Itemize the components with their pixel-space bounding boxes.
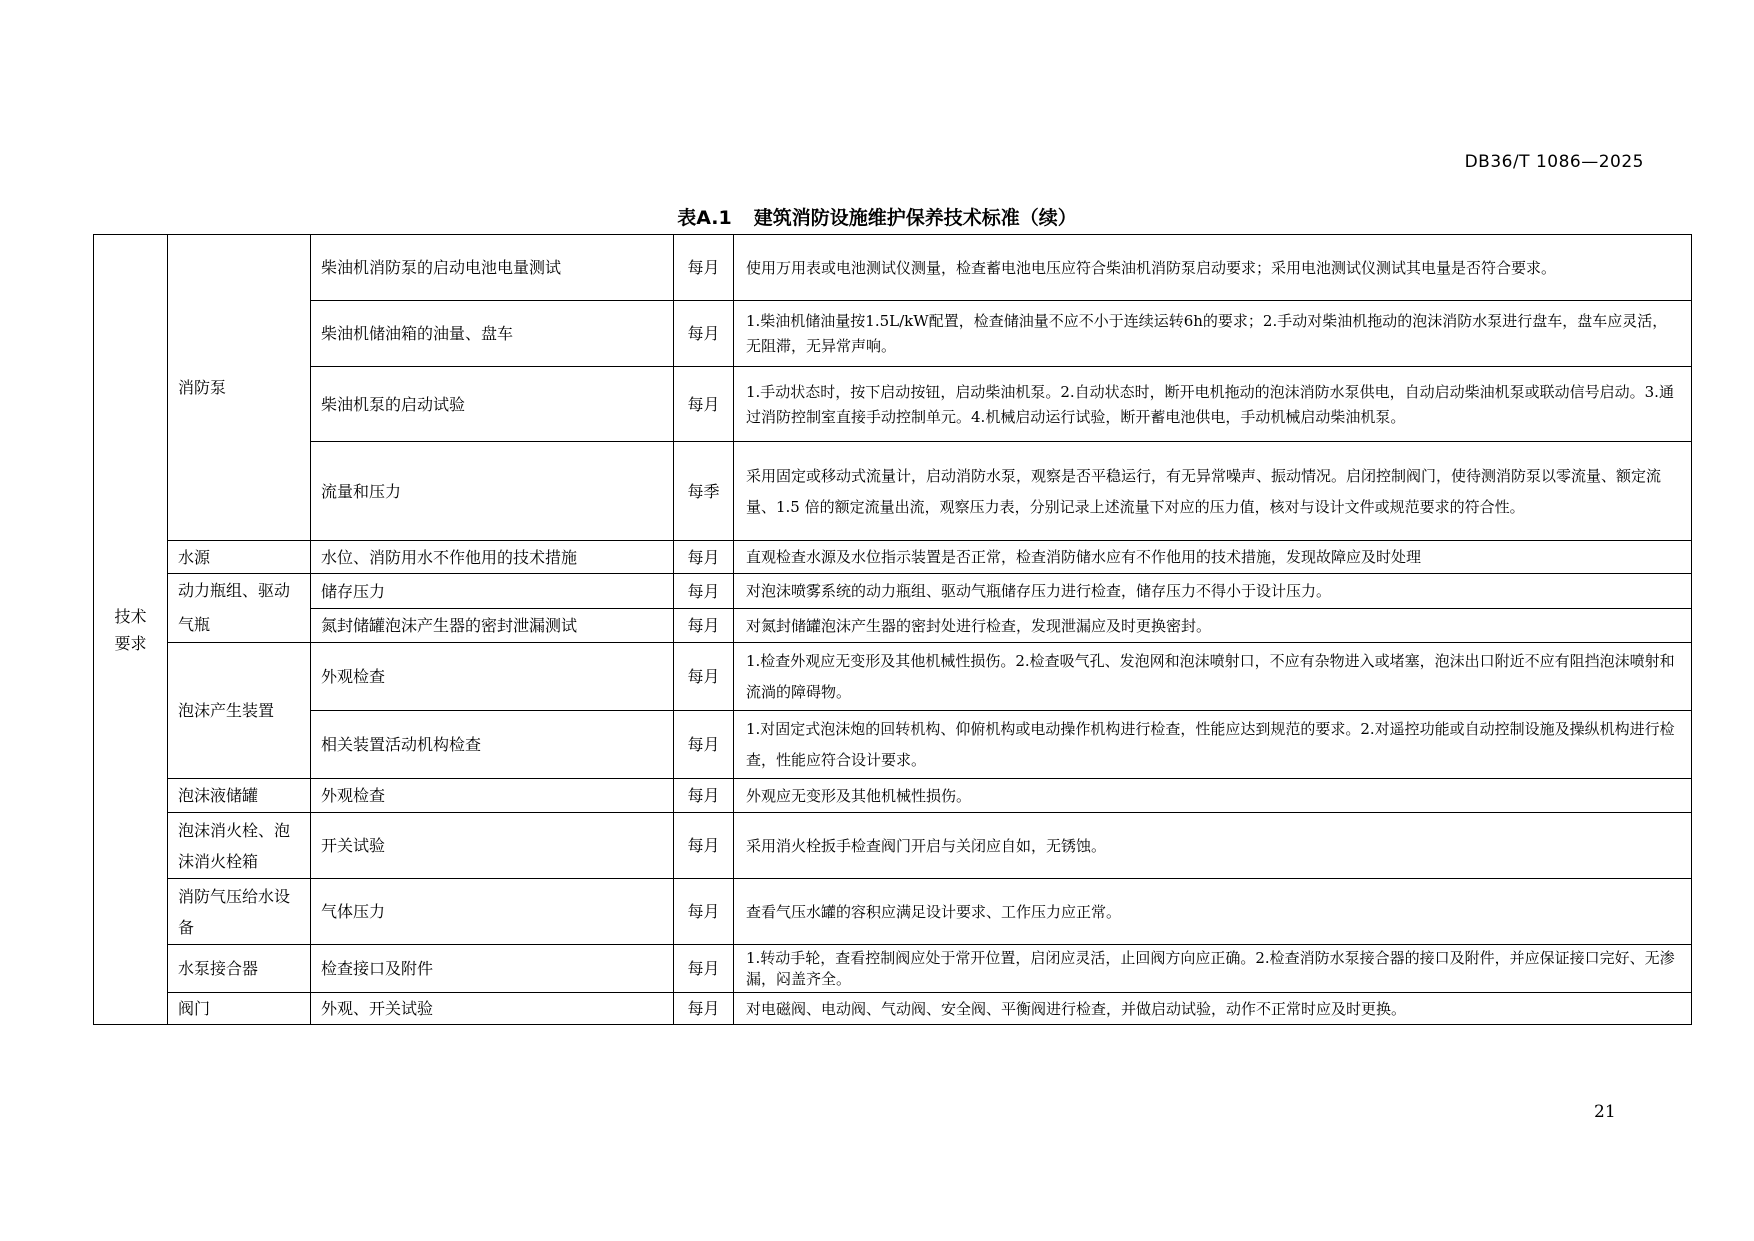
item-cell: 柴油机消防泵的启动电池电量测试 <box>311 235 674 301</box>
item-cell: 相关装置活动机构检查 <box>311 711 674 779</box>
item-cell: 外观、开关试验 <box>311 993 674 1025</box>
group-cell: 泡沫产生装置 <box>168 643 311 779</box>
item-cell: 柴油机泵的启动试验 <box>311 367 674 442</box>
table-row <box>94 779 1692 813</box>
table-row <box>94 235 1692 301</box>
group-cell: 水源 <box>168 541 311 574</box>
item-cell: 水位、消防用水不作他用的技术措施 <box>311 541 674 574</box>
frequency-cell: 每月 <box>674 879 734 945</box>
table-row <box>94 879 1692 945</box>
table-row <box>94 367 1692 442</box>
page-number: 21 <box>1594 1102 1616 1122</box>
table-row <box>94 301 1692 367</box>
description-cell: 1.柴油机储油量按1.5L/kW配置，检查储油量不应不小于连续运转6h的要求；2.手动对柴油机拖动的泡沫消防水泵进行盘车，盘车应灵活，无阻滞，无异常声响。 <box>734 301 1692 367</box>
frequency-cell: 每月 <box>674 574 734 609</box>
item-cell: 气体压力 <box>311 879 674 945</box>
description-cell: 1.对固定式泡沫炮的回转机构、仰俯机构或电动操作机构进行检查，性能应达到规范的要求。2.对遥控功能或自动控制设施及操纵机构进行检查，性能应符合设计要求。 <box>734 711 1692 779</box>
document-code: DB36/T 1086—2025 <box>1464 152 1644 172</box>
description-cell: 采用固定或移动式流量计，启动消防水泵，观察是否平稳运行，有无异常噪声、振动情况。启闭控制阀门，使待测消防泵以零流量、额定流量、1.5 倍的额定流量出流，观察压力表，分别记录上述流量下对应的压力值，核对与设计文件或规范要求的符合性。 <box>734 442 1692 541</box>
group-cell: 阀门 <box>168 993 311 1025</box>
description-cell: 对氮封储罐泡沫产生器的密封处进行检查，发现泄漏应及时更换密封。 <box>734 609 1692 643</box>
frequency-cell: 每月 <box>674 301 734 367</box>
table-row <box>94 574 1692 609</box>
category-cell: 技术要求 <box>94 235 168 1025</box>
group-cell: 泡沫消火栓、泡沫消火栓箱 <box>168 813 311 879</box>
frequency-cell: 每月 <box>674 367 734 442</box>
description-cell: 查看气压水罐的容积应满足设计要求、工作压力应正常。 <box>734 879 1692 945</box>
item-cell: 储存压力 <box>311 574 674 609</box>
group-cell: 水泵接合器 <box>168 945 311 993</box>
table-row <box>94 541 1692 574</box>
item-cell: 氮封储罐泡沫产生器的密封泄漏测试 <box>311 609 674 643</box>
frequency-cell: 每月 <box>674 813 734 879</box>
item-cell: 外观检查 <box>311 643 674 711</box>
table-row <box>94 711 1692 779</box>
frequency-cell: 每月 <box>674 541 734 574</box>
group-cell: 动力瓶组、驱动气瓶 <box>168 574 311 643</box>
table-row <box>94 643 1692 711</box>
table-row <box>94 609 1692 643</box>
frequency-cell: 每月 <box>674 643 734 711</box>
description-cell: 对泡沫喷雾系统的动力瓶组、驱动气瓶储存压力进行检查，储存压力不得小于设计压力。 <box>734 574 1692 609</box>
item-cell: 柴油机储油箱的油量、盘车 <box>311 301 674 367</box>
maintenance-standard-table <box>93 234 1692 1025</box>
frequency-cell: 每月 <box>674 235 734 301</box>
description-cell: 外观应无变形及其他机械性损伤。 <box>734 779 1692 813</box>
description-cell: 对电磁阀、电动阀、气动阀、安全阀、平衡阀进行检查，并做启动试验，动作不正常时应及时更换。 <box>734 993 1692 1025</box>
table-row <box>94 442 1692 541</box>
group-cell: 消防泵 <box>168 235 311 541</box>
table-title <box>0 203 1754 230</box>
item-cell: 开关试验 <box>311 813 674 879</box>
item-cell: 流量和压力 <box>311 442 674 541</box>
frequency-cell: 每月 <box>674 711 734 779</box>
table-number: 表A.1 <box>677 207 732 229</box>
description-cell: 1.手动状态时，按下启动按钮，启动柴油机泵。2.自动状态时，断开电机拖动的泡沫消防水泵供电，自动启动柴油机泵或联动信号启动。3.通过消防控制室直接手动控制单元。4.机械启动运行试验，断开蓄电池供电，手动机械启动柴油机泵。 <box>734 367 1692 442</box>
frequency-cell: 每月 <box>674 609 734 643</box>
table-row <box>94 945 1692 993</box>
group-cell: 泡沫液储罐 <box>168 779 311 813</box>
item-cell: 检查接口及附件 <box>311 945 674 993</box>
description-cell: 1.转动手轮，查看控制阀应处于常开位置，启闭应灵活，止回阀方向应正确。2.检查消防水泵接合器的接口及附件，并应保证接口完好、无渗漏，闷盖齐全。 <box>734 945 1692 993</box>
description-cell: 1.检查外观应无变形及其他机械性损伤。2.检查吸气孔、发泡网和泡沫喷射口，不应有杂物进入或堵塞，泡沫出口附近不应有阻挡泡沫喷射和流淌的障碍物。 <box>734 643 1692 711</box>
frequency-cell: 每季 <box>674 442 734 541</box>
description-cell: 采用消火栓扳手检查阀门开启与关闭应自如，无锈蚀。 <box>734 813 1692 879</box>
table-row <box>94 813 1692 879</box>
frequency-cell: 每月 <box>674 993 734 1025</box>
table-caption: 建筑消防设施维护保养技术标准（续） <box>753 207 1077 229</box>
table-row <box>94 993 1692 1025</box>
frequency-cell: 每月 <box>674 945 734 993</box>
description-cell: 使用万用表或电池测试仪测量，检查蓄电池电压应符合柴油机消防泵启动要求；采用电池测试仪测试其电量是否符合要求。 <box>734 235 1692 301</box>
item-cell: 外观检查 <box>311 779 674 813</box>
description-cell: 直观检查水源及水位指示装置是否正常，检查消防储水应有不作他用的技术措施，发现故障应及时处理 <box>734 541 1692 574</box>
frequency-cell: 每月 <box>674 779 734 813</box>
group-cell: 消防气压给水设备 <box>168 879 311 945</box>
